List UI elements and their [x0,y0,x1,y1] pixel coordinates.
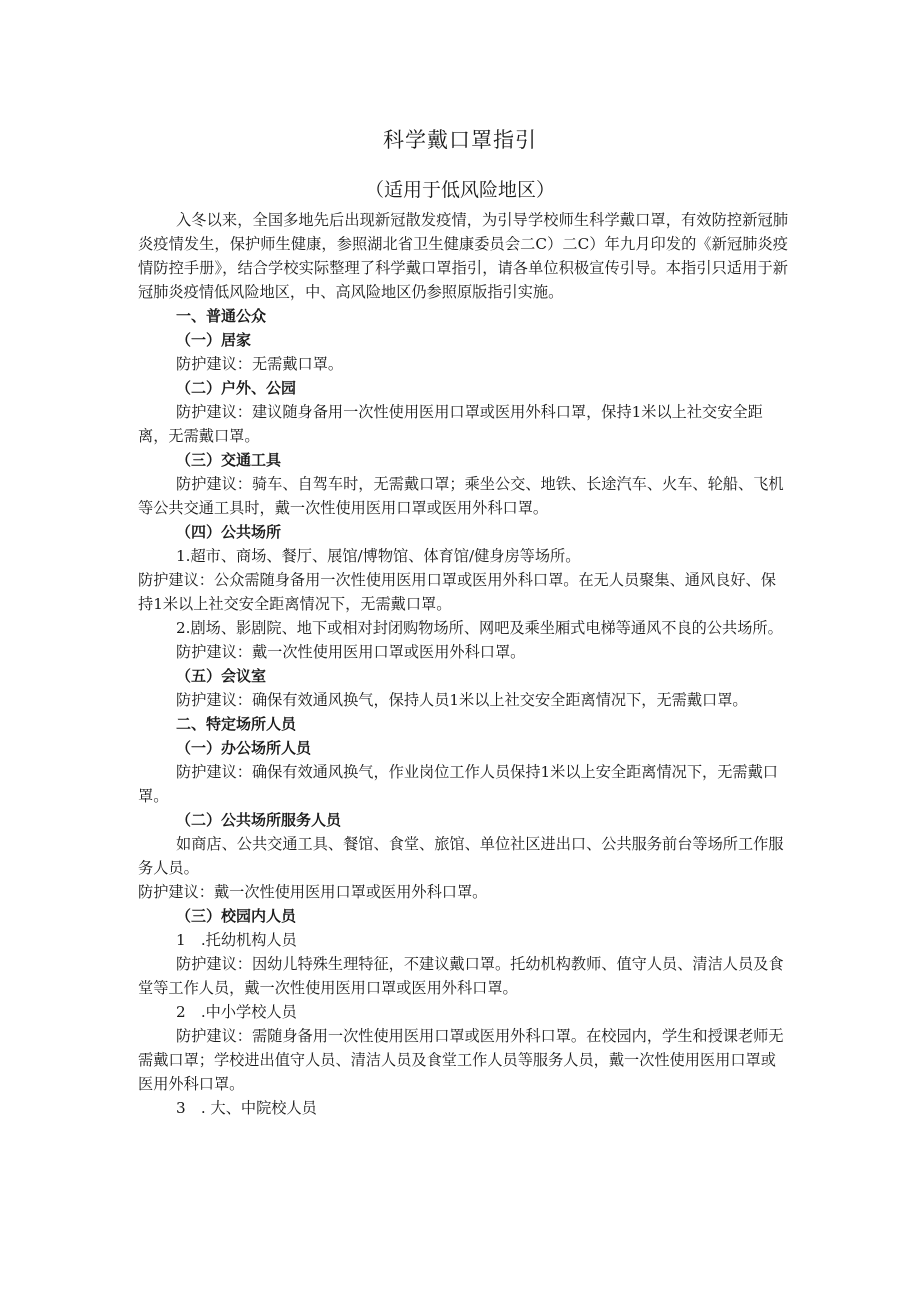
document-subtitle: （适用于低风险地区） [364,179,555,201]
advice-paragraph: 防护建议：建议随身备用一次性使用医用口罩或医用外科口罩，保持1米以上社交安全距离，无需戴口罩。 [138,403,763,445]
subsection-heading: （二）公共场所服务人员 [176,811,342,829]
section-heading: 一、普通公众 [176,307,267,325]
description-paragraph: 如商店、公共交通工具、餐馆、食堂、旅馆、单位社区进出口、公共服务前台等场所工作服务人员。 [138,835,784,877]
document-body [138,208,788,1120]
advice-paragraph: 防护建议：需随身备用一次性使用医用口罩或医用外科口罩。在校园内，学生和授课老师无需戴口罩；学校进出值守人员、清洁人员及食堂工作人员等服务人员，戴一次性使用医用口罩或医用外科口罩。 [138,1027,784,1093]
subsection-heading: （四）公共场所 [176,523,282,541]
subsection-heading: （三）校园内人员 [176,907,297,925]
advice-paragraph: 防护建议：确保有效通风换气，保持人员1米以上社交安全距离情况下，无需戴口罩。 [176,691,748,709]
advice-paragraph: 防护建议：确保有效通风换气，作业岗位工作人员保持1米以上安全距离情况下，无需戴口罩。 [138,763,778,805]
advice-paragraph: 防护建议：公众需随身备用一次性使用医用口罩或医用外科口罩。在无人员聚集、通风良好、保持1米以上社交安全距离情况下，无需戴口罩。 [138,571,776,613]
list-item: 2.剧场、影剧院、地下或相对封闭购物场所、网吧及乘坐厢式电梯等通风不良的公共场所。 [176,619,783,637]
advice-paragraph: 防护建议：戴一次性使用医用口罩或医用外科口罩。 [176,643,526,661]
list-item: 1 .托幼机构人员 [176,931,297,949]
subsection-heading: （五）会议室 [176,667,267,685]
advice-paragraph: 防护建议：骑车、自驾车时，无需戴口罩；乘坐公交、地铁、长途汽车、火车、轮船、飞机等公共交通工具时，戴一次性使用医用口罩或医用外科口罩。 [138,475,784,517]
section-heading: 二、特定场所人员 [176,715,297,733]
list-item: 2 .中小学校人员 [176,1003,297,1021]
list-item: 1.超市、商场、餐厅、展馆/博物馆、体育馆/健身房等场所。 [176,547,581,565]
document-title: 科学戴口罩指引 [383,128,537,152]
subsection-heading: （三）交通工具 [176,451,282,469]
advice-paragraph: 防护建议：无需戴口罩。 [176,355,344,373]
subsection-heading: （一）办公场所人员 [176,739,312,757]
intro-paragraph: 入冬以来，全国多地先后出现新冠散发疫情，为引导学校师生科学戴口罩，有效防控新冠肺炎疫情发生，保护师生健康，参照湖北省卫生健康委员会二C）二C）年九月印发的《新冠肺炎疫情防控手册》，结合学校实际整理了科学戴口罩指引，请各单位积极宣传引导。本指引只适用于新冠肺炎疫情低风险地区，中、高风险地区仍参照原版指引实施。 [138,211,788,301]
list-item: 3 . 大、中院校人员 [176,1099,317,1117]
subsection-heading: （二）户外、公园 [176,379,297,397]
advice-paragraph: 防护建议：戴一次性使用医用口罩或医用外科口罩。 [138,883,488,901]
subsection-heading: （一）居家 [176,331,252,349]
advice-paragraph: 防护建议：因幼儿特殊生理特征，不建议戴口罩。托幼机构教师、值守人员、清洁人员及食堂等工作人员，戴一次性使用医用口罩或医用外科口罩。 [138,955,784,997]
